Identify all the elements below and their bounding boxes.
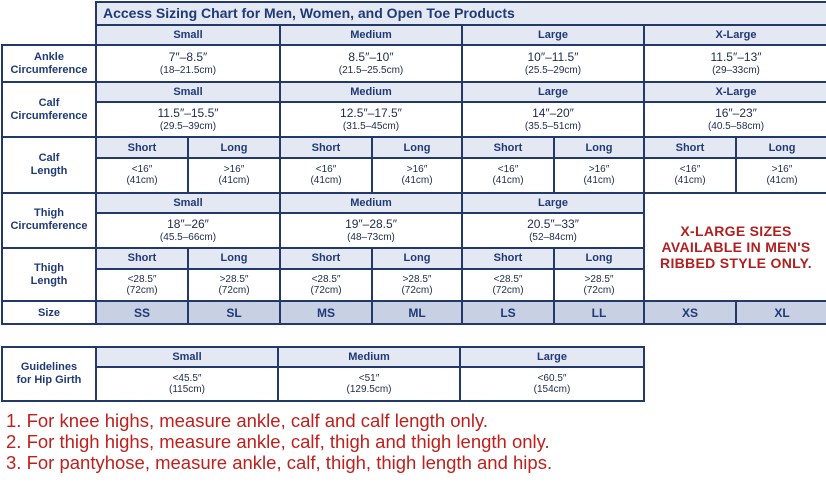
inch-value: 20.5″–33″ <box>527 216 579 231</box>
cm-value: (41cm) <box>492 175 524 187</box>
length-header: Long <box>554 248 644 269</box>
inch-value: <16″ <box>679 164 701 176</box>
inch-value: 11.5″–13″ <box>710 49 762 64</box>
inch-value: 19″–28.5″ <box>345 216 397 231</box>
size-header: Small <box>96 347 278 367</box>
cm-value: (154cm) <box>533 384 571 395</box>
measurement-cell <box>96 45 280 82</box>
chart-title: Access Sizing Chart for Men, Women, and Open Toe Products <box>96 2 826 25</box>
xl-availability-note <box>644 193 826 302</box>
inch-value: >28.5″ <box>402 273 432 285</box>
note-line: X-LARGE SIZES <box>680 223 792 239</box>
row-label-thigh-length <box>2 248 96 301</box>
sizing-chart-table <box>1 1 826 325</box>
size-header: Medium <box>280 193 462 214</box>
length-cell <box>736 158 826 193</box>
note-line: RIBBED STYLE ONLY. <box>660 255 812 271</box>
inch-value: >16″ <box>771 164 793 176</box>
inch-value: <28.5″ <box>311 273 341 285</box>
note-item: 3. For pantyhose, measure ankle, calf, thigh, thigh length and hips. <box>6 452 553 473</box>
length-header: Long <box>372 248 462 269</box>
label-line: Calf <box>38 151 60 164</box>
length-cell <box>280 158 372 193</box>
measurement-cell <box>96 102 280 137</box>
cm-value: (41cm) <box>126 175 158 187</box>
size-header: Medium <box>280 25 462 46</box>
size-header: Large <box>462 25 644 46</box>
length-header: Short <box>462 137 554 158</box>
measurement-cell <box>280 213 462 248</box>
label-line: Guidelines <box>20 361 78 373</box>
cm-value: (52–84cm) <box>529 231 577 243</box>
length-header: Long <box>188 137 280 158</box>
length-cell <box>554 158 644 193</box>
size-header: X-Large <box>644 82 826 103</box>
inch-value: >16″ <box>406 164 428 176</box>
corner-blank <box>2 2 96 25</box>
length-cell <box>188 158 280 193</box>
inch-value: 16″–23″ <box>715 105 757 120</box>
measurement-cell <box>462 102 644 137</box>
cm-value: (35.5–51cm) <box>524 120 582 132</box>
cm-value: (72cm) <box>218 284 250 296</box>
measurement-cell <box>280 45 462 82</box>
measurement-cell <box>644 102 826 137</box>
inch-value: 18″–26″ <box>167 216 209 231</box>
inch-value: <45.5″ <box>172 373 202 384</box>
blank-cell <box>2 25 96 46</box>
hip-value-cell <box>460 367 644 401</box>
size-header: Large <box>462 193 644 214</box>
size-code: XS <box>644 301 736 324</box>
inch-value: <28.5″ <box>127 273 157 285</box>
label-line: Length <box>30 164 68 177</box>
cm-value: (41cm) <box>218 175 250 187</box>
cm-value: (18–21.5cm) <box>159 64 217 76</box>
cm-value: (72cm) <box>583 284 615 296</box>
cm-value: (129.5cm) <box>346 384 392 395</box>
cm-value: (41cm) <box>583 175 615 187</box>
length-header: Short <box>280 248 372 269</box>
length-cell <box>188 269 280 302</box>
cm-value: (72cm) <box>126 284 158 296</box>
measurement-cell <box>644 45 826 82</box>
length-header: Short <box>96 248 188 269</box>
cm-value: (115cm) <box>169 384 205 395</box>
measurement-cell <box>280 102 462 137</box>
cm-value: (41cm) <box>401 175 433 187</box>
size-code: XL <box>736 301 826 324</box>
label-line: Length <box>30 274 68 287</box>
cm-value: (72cm) <box>492 284 524 296</box>
inch-value: 12.5″–17.5″ <box>340 105 402 120</box>
length-cell <box>462 158 554 193</box>
length-header: Long <box>372 137 462 158</box>
note-item: 1. For knee highs, measure ankle, calf and calf length only. <box>6 410 488 431</box>
inch-value: <51″ <box>358 373 380 384</box>
length-header: Long <box>188 248 280 269</box>
size-code: ML <box>372 301 462 324</box>
label-line: Ankle <box>34 50 64 63</box>
length-cell <box>96 269 188 302</box>
label-line: Thigh <box>34 207 64 220</box>
size-header: Small <box>96 193 280 214</box>
row-label-ankle <box>2 45 96 82</box>
label-line: Circumference <box>10 63 88 76</box>
length-header: Short <box>96 137 188 158</box>
cm-value: (41cm) <box>310 175 342 187</box>
inch-value: <28.5″ <box>493 273 523 285</box>
length-header: Short <box>644 137 736 158</box>
label-line: Calf <box>38 96 60 109</box>
measurement-cell <box>462 213 644 248</box>
cm-value: (48–73cm) <box>347 231 395 243</box>
length-header: Short <box>280 137 372 158</box>
cm-value: (40.5–58cm) <box>707 120 765 132</box>
inch-value: <16″ <box>131 164 153 176</box>
cm-value: (72cm) <box>401 284 433 296</box>
label-line: for Hip Girth <box>16 374 82 386</box>
size-code: SL <box>188 301 280 324</box>
inch-value: >28.5″ <box>584 273 614 285</box>
row-label-calf-length <box>2 137 96 192</box>
cm-value: (29–33cm) <box>712 64 760 76</box>
cm-value: (41cm) <box>766 175 798 187</box>
cm-value: (29.5–39cm) <box>159 120 217 132</box>
row-label-thigh <box>2 193 96 248</box>
measurement-notes <box>6 410 552 473</box>
inch-value: 11.5″–15.5″ <box>157 105 219 120</box>
inch-value: <60.5″ <box>537 373 567 384</box>
cm-value: (45.5–66cm) <box>159 231 217 243</box>
length-header: Long <box>736 137 826 158</box>
size-code: MS <box>280 301 372 324</box>
size-header: Medium <box>280 82 462 103</box>
size-code: LS <box>462 301 554 324</box>
size-header: Small <box>96 25 280 46</box>
inch-value: 10″–11.5″ <box>527 49 579 64</box>
inch-value: >16″ <box>223 164 245 176</box>
row-label-size: Size <box>2 301 96 324</box>
size-code: LL <box>554 301 644 324</box>
row-label-hip <box>2 347 96 401</box>
hip-girth-table <box>1 346 645 402</box>
cm-value: (25.5–29cm) <box>524 64 582 76</box>
size-code: SS <box>96 301 188 324</box>
measurement-cell <box>96 213 280 248</box>
inch-value: 8.5″–10″ <box>348 49 394 64</box>
note-line: AVAILABLE IN MEN'S <box>661 239 811 255</box>
length-header: Short <box>462 248 554 269</box>
size-header: X-Large <box>644 25 826 46</box>
cm-value: (41cm) <box>674 175 706 187</box>
length-header: Long <box>554 137 644 158</box>
label-line: Thigh <box>34 261 64 274</box>
length-cell <box>462 269 554 302</box>
size-header: Small <box>96 82 280 103</box>
hip-value-cell <box>278 367 460 401</box>
inch-value: 14″–20″ <box>532 105 574 120</box>
cm-value: (31.5–45cm) <box>342 120 400 132</box>
hip-value-cell <box>96 367 278 401</box>
length-cell <box>554 269 644 302</box>
length-cell <box>372 158 462 193</box>
size-header: Medium <box>278 347 460 367</box>
size-header: Large <box>460 347 644 367</box>
note-item: 2. For thigh highs, measure ankle, calf, thigh and thigh length only. <box>6 431 550 452</box>
length-cell <box>280 269 372 302</box>
inch-value: >16″ <box>588 164 610 176</box>
inch-value: <16″ <box>315 164 337 176</box>
cm-value: (72cm) <box>310 284 342 296</box>
length-cell <box>372 269 462 302</box>
label-line: Circumference <box>10 109 88 122</box>
inch-value: 7″–8.5″ <box>168 49 208 64</box>
cm-value: (21.5–25.5cm) <box>338 64 404 76</box>
length-cell <box>644 158 736 193</box>
length-cell <box>96 158 188 193</box>
size-header: Large <box>462 82 644 103</box>
inch-value: <16″ <box>497 164 519 176</box>
inch-value: >28.5″ <box>219 273 249 285</box>
measurement-cell <box>462 45 644 82</box>
label-line: Circumference <box>10 220 88 233</box>
row-label-calf <box>2 82 96 137</box>
